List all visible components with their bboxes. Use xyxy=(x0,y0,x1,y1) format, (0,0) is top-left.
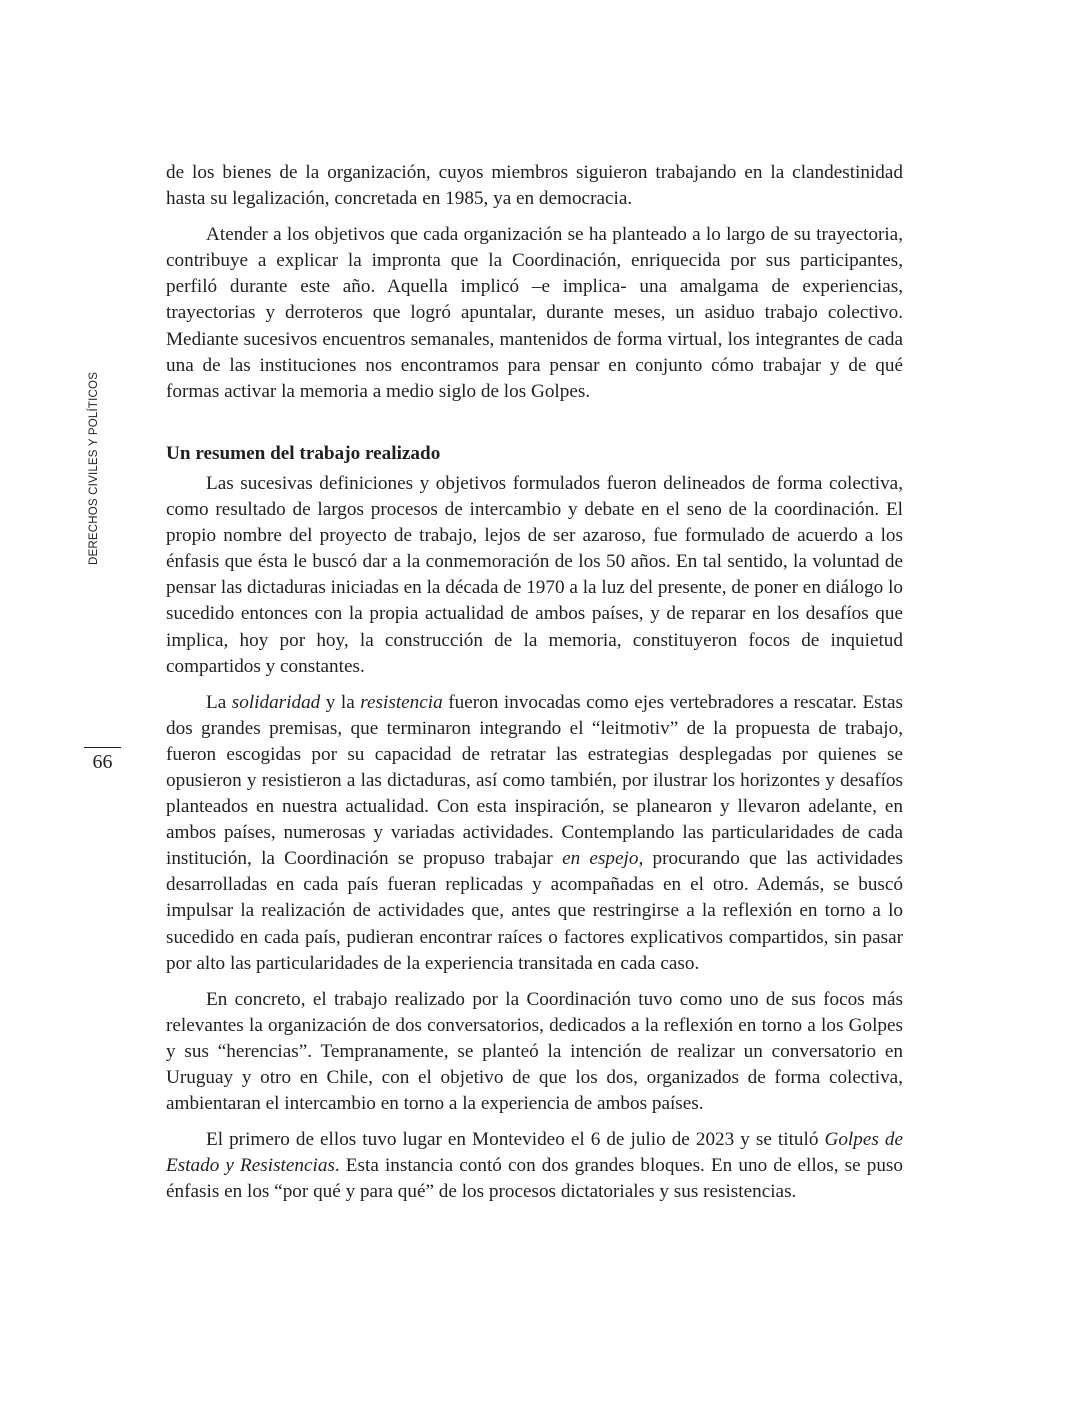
paragraph-4 xyxy=(166,690,903,977)
paragraph-6-text-1: El primero de ellos tuvo lugar en Montevideo el 6 de julio de 2023 y se tituló xyxy=(206,1129,825,1151)
page-number: 66 xyxy=(92,751,113,773)
paragraph-5: En concreto, el trabajo realizado por la Coordinación tuvo como uno de sus focos más relevantes la organización de dos conversatorios, dedicados a la reflexión en torno a los Golpes y sus “herencias”. Tempranamente, se planteó la intención de realizar un conversatorio en Uruguay y otro en Chile, con el objetivo de que los dos, organizados de forma colectiva, ambientaran el intercambio en torno a la experiencia de ambos países. xyxy=(166,988,903,1115)
section-heading: Un resumen del trabajo realizado xyxy=(166,442,441,464)
page-number-rule xyxy=(84,747,121,748)
paragraph-4-text-2: y la xyxy=(320,691,361,713)
paragraph-1: de los bienes de la organización, cuyos miembros siguieron trabajando en la clandestinidad hasta su legalización, concretada en 1985, ya en democracia. xyxy=(166,162,903,210)
italic-solidaridad: solidaridad xyxy=(231,691,321,713)
paragraph-2: Atender a los objetivos que cada organización se ha planteado a lo largo de su trayectoria, contribuye a explicar la impronta que la Coordinación, enriquecida por sus participantes, perfiló durante este año. Aquella implicó –e implica- una amalgama de experiencias, trayectorias y derroteros que logró apuntalar, durante meses, un asiduo trabajo colectivo. Mediante sucesivos encuentros semanales, mantenidos de forma virtual, los integrantes de cada una de las instituciones nos encontramos para pensar en conjunto cómo trabajar y de qué formas activar la memoria a medio siglo de los Golpes. xyxy=(166,224,903,402)
paragraph-4-text-3: fueron invocadas como ejes vertebradores a rescatar. Estas dos grandes premisas, que terminaron integrando el “leitmotiv” de la propuesta de trabajo, fueron escogidas por su capacidad de retratar las estrategias desplegadas por quienes se opusieron y resistieron a las dictaduras, así como también, por ilustrar los horizontes y desafíos planteados en nuestra actualidad. Con esta inspiración, se planearon y llevaron adelante, en ambos países, numerosas y variadas actividades. Contemplando las particularidades de cada institución, la Coordinación se propuso trabajar xyxy=(166,691,903,870)
running-header: DERECHOS CIVILES Y POLÍTICOS xyxy=(88,371,100,565)
paragraph-3: Las sucesivas definiciones y objetivos formulados fueron delineados de forma colectiva, como resultado de largos procesos de intercambio y debate en el seno de la coordinación. El propio nombre del proyecto de trabajo, lejos de ser azaroso, fue formulado de acuerdo a los énfasis que ésta le buscó dar a la conmemoración de los 50 años. En tal sentido, la voluntad de pensar las dictaduras iniciadas en la década de 1970 a la luz del presente, de poner en diálogo lo sucedido entonces con la propia actualidad de ambos países, y de reparar en los desafíos que implica, hoy por hoy, la construcción de la memoria, constituyeron focos de inquietud compartidos y constantes. xyxy=(166,472,903,677)
italic-en-espejo: en espejo, xyxy=(562,848,644,870)
paragraph-4-text-4: procurando que las actividades desarrolladas en cada país fueran replicadas y acompañadas en el otro. Además, se buscó impulsar la realización de actividades que, antes que restringirse a la reflexión en torno a lo sucedido en cada país, pudieran encontrar raíces o factores explicativos compartidos, sin pasar por alto las particularidades de la experiencia transitada en cada caso. xyxy=(166,848,903,974)
body-text xyxy=(166,160,903,1205)
paragraph-4-text-1: La xyxy=(206,691,232,713)
italic-resistencia: resistencia xyxy=(360,691,443,713)
paragraph-6 xyxy=(166,1127,903,1205)
italic-event-title: Golpes de Estado y Resistencias xyxy=(166,1129,903,1177)
paragraph-6-text-2: . Esta instancia contó con dos grandes bloques. En uno de ellos, se puso énfasis en los “por qué y para qué” de los procesos dictatoriales y sus resistencias. xyxy=(166,1155,903,1203)
